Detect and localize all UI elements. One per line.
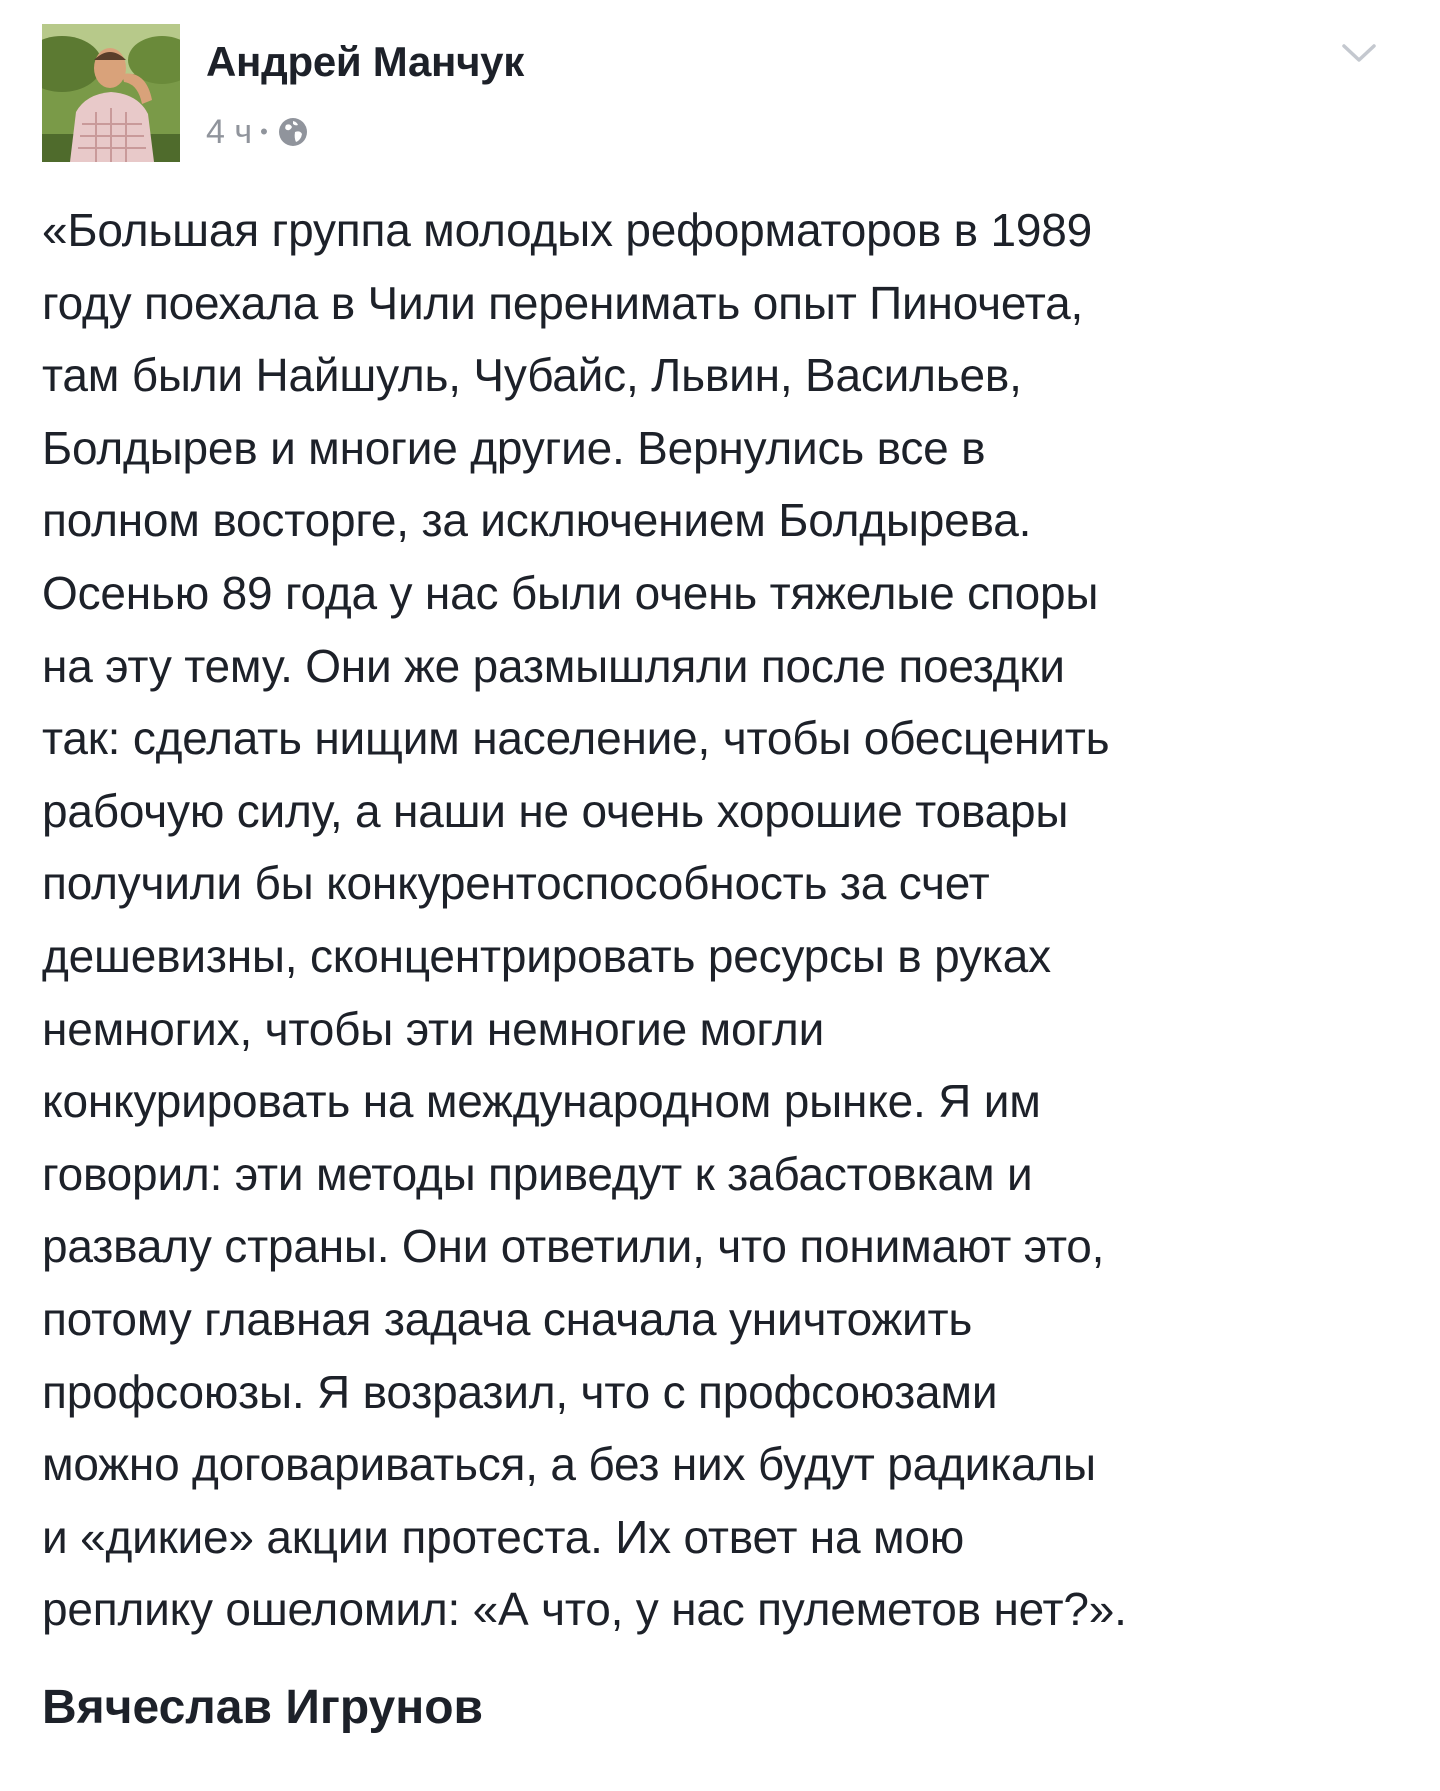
post-text-line: профсоюзы. Я возразил, что с профсоюзами — [42, 1365, 998, 1418]
post-text-line: «Большая группа молодых реформаторов в 1989 — [42, 204, 1093, 256]
globe-icon — [278, 117, 308, 147]
post-text-line: году поехала в Чили перенимать опыт Пиночета, — [42, 276, 1084, 329]
post-text-line: полном восторге, за исключением Болдырева. — [42, 494, 1032, 547]
post-text-line: так: сделать нищим население, чтобы обесценить — [42, 712, 1110, 765]
chevron-down-icon[interactable] — [1338, 32, 1380, 74]
avatar-photo — [42, 24, 180, 162]
post-text-line: и «дикие» акции протеста. Их ответ на мою — [42, 1510, 965, 1563]
post-text-line: дешевизны, сконцентрировать ресурсы в руках — [42, 929, 1051, 982]
post-text-line: рабочую силу, а наши не очень хорошие товары — [42, 784, 1069, 837]
post-text-line: немногих, чтобы эти немногие могли — [42, 1002, 825, 1055]
post-header — [42, 24, 1382, 164]
post-text-line: можно договариваться, а без них будут радикалы — [42, 1438, 1096, 1491]
post-text-line: на эту тему. Они же размышляли после поездки — [42, 639, 1065, 692]
post-text-line: говорил: эти методы приведут к забастовкам и — [42, 1147, 1033, 1200]
post-text-line: получили бы конкурентоспособность за счет — [42, 857, 990, 910]
meta-separator: • — [260, 119, 268, 144]
post-meta — [206, 110, 308, 154]
post-text-line: конкурировать на международном рынке. Я им — [42, 1075, 1041, 1128]
post-text-line: потому главная задача сначала уничтожить — [42, 1292, 973, 1345]
post-text-line: развалу страны. Они ответили, что понимают это, — [42, 1220, 1105, 1273]
post-text-line: там были Найшуль, Чубайс, Львин, Васильев, — [42, 349, 1022, 402]
post-text-line: реплику ошеломил: «А что, у нас пулеметов нет?». — [42, 1583, 1127, 1636]
post-timestamp[interactable]: 4 ч — [206, 112, 253, 151]
author-avatar[interactable] — [42, 24, 180, 162]
author-name[interactable]: Андрей Манчук — [206, 38, 524, 85]
post-body — [42, 194, 1392, 1646]
post-text-line: Болдырев и многие другие. Вернулись все в — [42, 421, 986, 474]
post-text-line: Осенью 89 года у нас были очень тяжелые споры — [42, 566, 1099, 619]
quote-signature: Вячеслав Игрунов — [42, 1681, 484, 1734]
